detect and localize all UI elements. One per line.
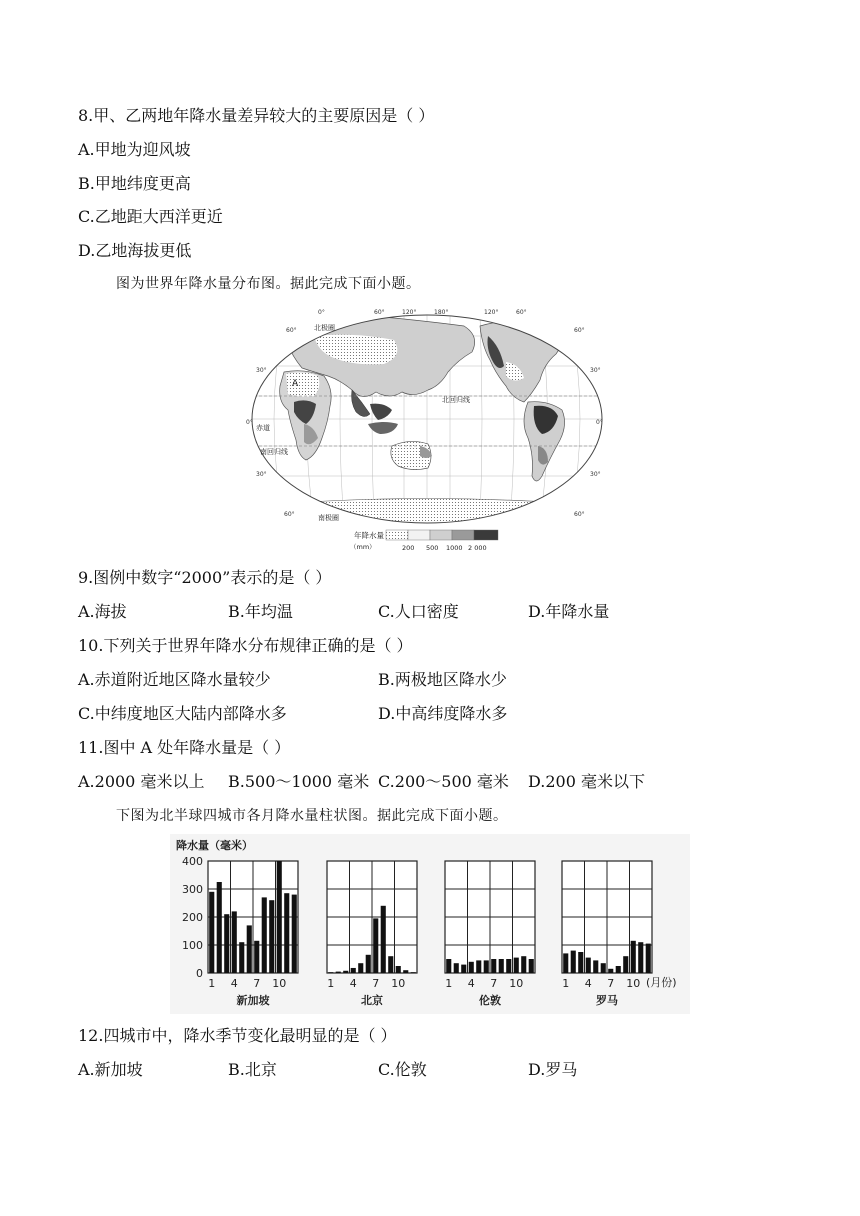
precip-bar	[476, 960, 481, 973]
x-tick-label: 1	[562, 977, 570, 990]
legend-unit: （mm）	[350, 543, 376, 551]
map-right-label: 0°	[596, 419, 603, 426]
precip-bar	[366, 955, 371, 973]
arctic-circle-label: 北极圈	[314, 324, 335, 332]
x-tick-label: 1	[327, 977, 335, 990]
map-top-label: 120°	[402, 309, 417, 316]
x-tick-label: 7	[253, 977, 261, 990]
precip-bar	[631, 941, 636, 973]
map-right-label: 60°	[574, 327, 585, 334]
legend-value: 2 000	[468, 544, 487, 552]
q9-option-b: B.年均温	[228, 602, 293, 621]
y-axis-title: 降水量（毫米）	[176, 839, 253, 852]
q12-option-a: A.新加坡	[78, 1060, 143, 1079]
q11-stem: 11.图中 A 处年降水量是（ ）	[78, 738, 291, 757]
precip-bar	[292, 895, 297, 973]
precip-bar	[388, 956, 393, 973]
city-name: 罗马	[596, 994, 618, 1007]
precip-bar	[381, 906, 386, 973]
map-top-label: 180°	[434, 309, 449, 316]
precip-bar	[623, 956, 628, 973]
legend-swatch	[408, 530, 430, 540]
precip-bar	[351, 968, 356, 973]
x-tick-label: 4	[230, 977, 238, 990]
world-precipitation-map	[244, 306, 610, 556]
y-tick-label: 0	[196, 967, 203, 980]
precip-bar	[358, 963, 363, 973]
x-tick-label: 10	[509, 977, 524, 990]
map-left-label: 30°	[256, 471, 267, 478]
precip-bar	[328, 972, 333, 973]
map-top-label: 60°	[374, 309, 385, 316]
x-tick-label: 4	[584, 977, 592, 990]
map-top-label: 120°	[484, 309, 499, 316]
precip-bar	[209, 892, 214, 973]
tropic-cancer-label: 北回归线	[442, 396, 470, 404]
q11-option-a: A.2000 毫米以上	[78, 772, 205, 791]
x-tick-label: 7	[607, 977, 615, 990]
map-right-label: 30°	[590, 471, 601, 478]
precip-bar	[373, 918, 378, 973]
map-right-label: 30°	[590, 367, 601, 374]
x-tick-label: 10	[272, 977, 287, 990]
precip-bar	[484, 960, 489, 973]
q9-option-c: C.人口密度	[378, 602, 459, 621]
precip-bar	[506, 959, 511, 973]
x-axis-unit: (月份)	[646, 976, 677, 989]
precip-bar	[217, 882, 222, 973]
precip-bar	[638, 942, 643, 973]
precip-bar	[578, 952, 583, 973]
precip-bar	[461, 965, 466, 973]
precip-bar	[608, 969, 613, 973]
legend-swatch	[474, 530, 498, 540]
precipitation-bar-charts	[170, 834, 690, 1014]
legend-value: 1000	[446, 544, 463, 552]
q9-stem: 9.图例中数字“2000”表示的是（ ）	[78, 568, 332, 587]
precip-bar	[403, 970, 408, 973]
precip-bar	[563, 953, 568, 973]
x-tick-label: 7	[490, 977, 498, 990]
precip-bar	[529, 959, 534, 973]
map-right-label: 60°	[574, 511, 585, 518]
y-tick-label: 400	[182, 855, 203, 868]
map-intro: 图为世界年降水量分布图。据此完成下面小题。	[116, 276, 421, 292]
q9-option-d: D.年降水量	[528, 602, 610, 621]
q10-option-b: B.两极地区降水少	[378, 670, 507, 689]
city-name: 新加坡	[236, 994, 270, 1007]
legend-value: 500	[426, 544, 439, 552]
legend-title: 年降水量	[354, 531, 384, 540]
precip-bar	[232, 911, 237, 973]
city-name: 北京	[361, 994, 383, 1007]
map-left-label: 60°	[286, 327, 297, 334]
q11-option-b: B.500～1000 毫米	[228, 772, 370, 791]
q8-option-d: D.乙地海拔更低	[78, 241, 192, 260]
precip-bar	[254, 941, 259, 973]
precip-bar	[224, 914, 229, 973]
precip-bar	[284, 893, 289, 973]
antarctic-circle-label: 南极圈	[318, 514, 339, 522]
precip-bar	[469, 962, 474, 973]
precip-bar	[646, 944, 651, 973]
precip-bar	[593, 960, 598, 973]
precip-bar	[454, 963, 459, 973]
precip-bar	[277, 861, 282, 973]
precip-bar	[239, 942, 244, 973]
q12-stem: 12.四城市中，降水季节变化最明显的是（ ）	[78, 1026, 397, 1045]
legend-swatch	[452, 530, 474, 540]
legend-value: 200	[402, 544, 415, 552]
precip-bar	[586, 958, 591, 973]
precip-bar	[269, 900, 274, 973]
x-tick-label: 10	[391, 977, 406, 990]
q10-option-c: C.中纬度地区大陆内部降水多	[78, 704, 287, 723]
q8-stem: 8.甲、乙两地年降水量差异较大的主要原因是（ ）	[78, 106, 435, 125]
x-tick-label: 4	[349, 977, 357, 990]
precip-bar	[521, 956, 526, 973]
precip-bar	[514, 958, 519, 973]
precip-bar	[247, 925, 252, 973]
q10-option-d: D.中高纬度降水多	[378, 704, 508, 723]
x-tick-label: 7	[372, 977, 380, 990]
precip-bar	[571, 951, 576, 973]
legend-swatch	[430, 530, 452, 540]
map-legend	[350, 530, 498, 552]
precip-bar	[446, 959, 451, 973]
q8-option-b: B.甲地纬度更高	[78, 174, 191, 193]
x-tick-label: 10	[626, 977, 641, 990]
q12-option-b: B.北京	[228, 1060, 277, 1079]
precip-bar	[601, 963, 606, 973]
y-tick-label: 300	[182, 883, 203, 896]
precip-bar	[262, 897, 267, 973]
precip-bar	[396, 966, 401, 973]
q12-option-c: C.伦敦	[378, 1060, 427, 1079]
chart-intro: 下图为北半球四城市各月降水量柱状图。据此完成下面小题。	[116, 808, 508, 824]
legend-swatch	[386, 530, 408, 540]
q10-option-a: A.赤道附近地区降水量较少	[78, 670, 271, 689]
precip-bar	[499, 959, 504, 973]
tropic-capricorn-label: 南回归线	[260, 448, 288, 456]
x-tick-label: 4	[467, 977, 475, 990]
map-left-label: 30°	[256, 367, 267, 374]
q8-option-c: C.乙地距大西洋更近	[78, 207, 223, 226]
map-left-label: 60°	[284, 511, 295, 518]
q9-option-a: A.海拔	[78, 602, 127, 621]
q11-option-c: C.200～500 毫米	[378, 772, 509, 791]
x-tick-label: 1	[445, 977, 453, 990]
precip-bar	[616, 966, 621, 973]
equator-label: 赤道	[256, 424, 270, 432]
q11-option-d: D.200 毫米以下	[528, 772, 645, 791]
precip-bar	[336, 972, 341, 973]
q10-stem: 10.下列关于世界年降水分布规律正确的是（ ）	[78, 636, 413, 655]
precip-bar	[491, 959, 496, 973]
map-left-label: 0°	[246, 419, 253, 426]
point-a-label: A	[292, 379, 299, 389]
y-tick-label: 200	[182, 911, 203, 924]
precip-bar	[343, 971, 348, 973]
q8-option-a: A.甲地为迎风坡	[78, 140, 191, 159]
city-name: 伦敦	[479, 994, 501, 1007]
map-top-label: 60°	[516, 309, 527, 316]
precip-bar	[411, 972, 416, 973]
q12-option-d: D.罗马	[528, 1060, 578, 1079]
y-tick-label: 100	[182, 939, 203, 952]
map-top-label: 0°	[318, 309, 325, 316]
x-tick-label: 1	[208, 977, 216, 990]
